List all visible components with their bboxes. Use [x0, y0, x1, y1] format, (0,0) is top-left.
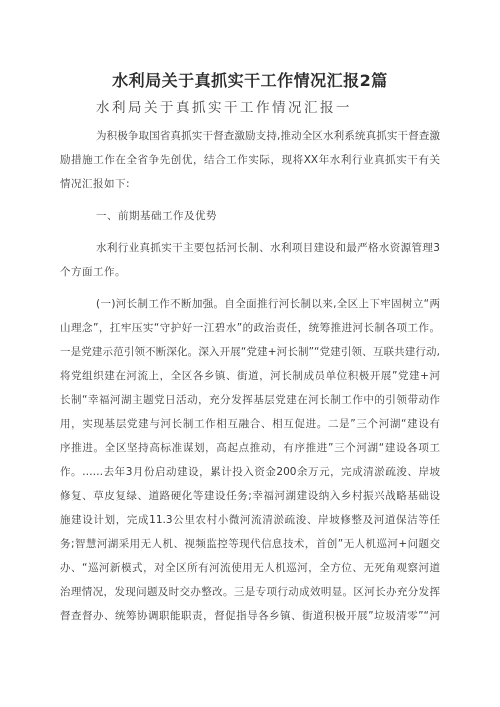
- paragraph-line: 为积极争取国省真抓实干督查激励支持,推动全区水利系统真抓实干督查激: [96, 130, 440, 142]
- paragraph-line: 将党组织建在河流上，全区各乡镇、街道，河长制成员单位积极开展”党建+河: [60, 370, 440, 382]
- paragraph-line: 施建设计划，完成11.3公里农村小微河流清淤疏浚、岸坡修整及河道保洁等任: [60, 514, 440, 526]
- paragraph-line: 长制“幸福河湖主题党日活动，充分发挥基层党建在河长制工作中的引领带动作: [60, 394, 440, 406]
- document-title: 水利局关于真抓实干工作情况汇报2篇: [112, 71, 388, 90]
- paragraph-line: 一是党建示范引领不断深化。深入开展“党建+河长制”“党建引领、互联共建行动,: [60, 346, 440, 358]
- document-subtitle: 水利局关于真抓实干工作情况汇报一: [96, 100, 352, 116]
- paragraph-line: 个方面工作。: [60, 266, 126, 278]
- paragraph-line: 督查督办、统筹协调职能职责，督促指导各乡镇、街道积极开展”垃圾清零”“河: [60, 610, 440, 622]
- paragraph-line: 办、“巡河新模式，对全区所有河流使用无人机巡河，全方位、无死角观察河道: [60, 562, 440, 574]
- paragraph-line: 务;智慧河湖采用无人机、视频监控等现代信息技术，首创”无人机巡河+问题交: [60, 538, 440, 550]
- section-heading: 一、前期基础工作及优势: [96, 210, 217, 222]
- paragraph-line: 水利行业真抓实干主要包括河长制、水利项目建设和最严格水资源管理3: [96, 242, 440, 254]
- paragraph-line: (一)河长制工作不断加强。自全面推行河长制以来,全区上下牢固树立“两: [96, 298, 440, 310]
- paragraph-line: 修复、草皮复绿、道路硬化等建设任务;幸福河湖建设纳入乡村振兴战略基础设: [60, 490, 440, 502]
- paragraph-line: 序推进。全区坚持高标准谋划，高起点推动，有序推进”三个河湖“建设各项工: [60, 442, 440, 454]
- paragraph-line: 用，实现基层党建与河长制工作相互融合、相互促进。二是”三个河湖“建设有: [60, 418, 440, 430]
- paragraph-line: 治理情况，发现问题及时交办整改。三是专项行动成效明显。区河长办充分发挥: [60, 586, 440, 598]
- paragraph-line: 情况汇报如下:: [60, 178, 131, 190]
- paragraph-line: 作。……去年3月份启动建设，累计投入资金200余万元，完成清淤疏浚、岸坡: [60, 466, 440, 478]
- paragraph-line: 励措施工作在全省争先创优，结合工作实际，现将XX年水利行业真抓实干有关: [60, 154, 440, 166]
- paragraph-line: 山理念”，扛牢压实“守护好一江碧水”的政治责任，统筹推进河长制各项工作。: [60, 322, 440, 334]
